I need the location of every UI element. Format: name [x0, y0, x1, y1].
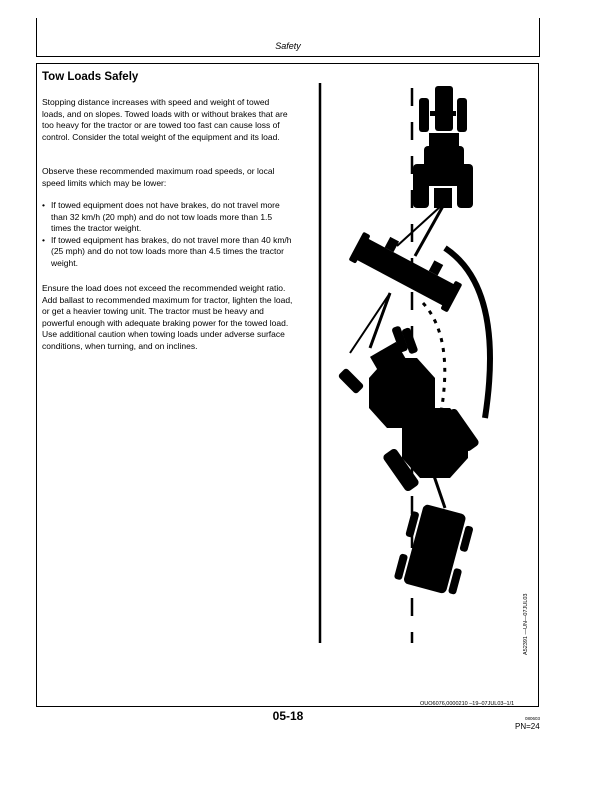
header-divider	[36, 56, 540, 57]
list-item: • If towed equipment has brakes, do not travel more than 40 km/h (25 mph) and do not tow loads more than 4.5 times the tractor weight.	[42, 235, 294, 270]
ballast-paragraph: Ensure the load does not exceed the recommended weight ratio. Add ballast to recommended maximum for tractor, lighten the load, or get a heavier towing unit. The tractor must be heavy and powerful enough with adequate braking power for the towed load. Use additional caution when towing loads under adverse surface conditions, when turning, and on inclines.	[42, 283, 293, 351]
print-code: 080603	[525, 716, 541, 721]
section-title: Tow Loads Safely	[42, 71, 139, 83]
speed-limit-list	[42, 200, 294, 269]
intro-paragraph: Stopping distance increases with speed and weight of towed loads, and on slopes. Towed loads with or without brakes that are too heavy for the tractor or are towed too fast can cause loss of control. Consider the total weight of the equipment and its load.	[42, 97, 288, 142]
turn-path-solid	[445, 248, 490, 418]
speed-paragraph: Observe these recommended maximum road speeds, or local speed limits which may be lower:	[42, 166, 275, 188]
list-item: • If towed equipment does not have brakes, do not travel more than 32 km/h (20 mph) and do not tow loads more than 1.5 times the tractor weight.	[42, 200, 294, 235]
pn-number: PN=24	[515, 722, 540, 731]
running-header: Safety	[275, 41, 301, 51]
trailing-wagon	[393, 501, 476, 597]
tractor-bottom	[338, 342, 481, 508]
tractor-top	[413, 86, 473, 208]
page-number: 05-18	[272, 709, 304, 723]
document-reference: OUO6076,0000210 –19–07JUL03–1/1	[420, 701, 515, 707]
tow-load-illustration	[305, 78, 535, 653]
figure-id: A52391 —UN—07JUL03	[523, 593, 529, 655]
